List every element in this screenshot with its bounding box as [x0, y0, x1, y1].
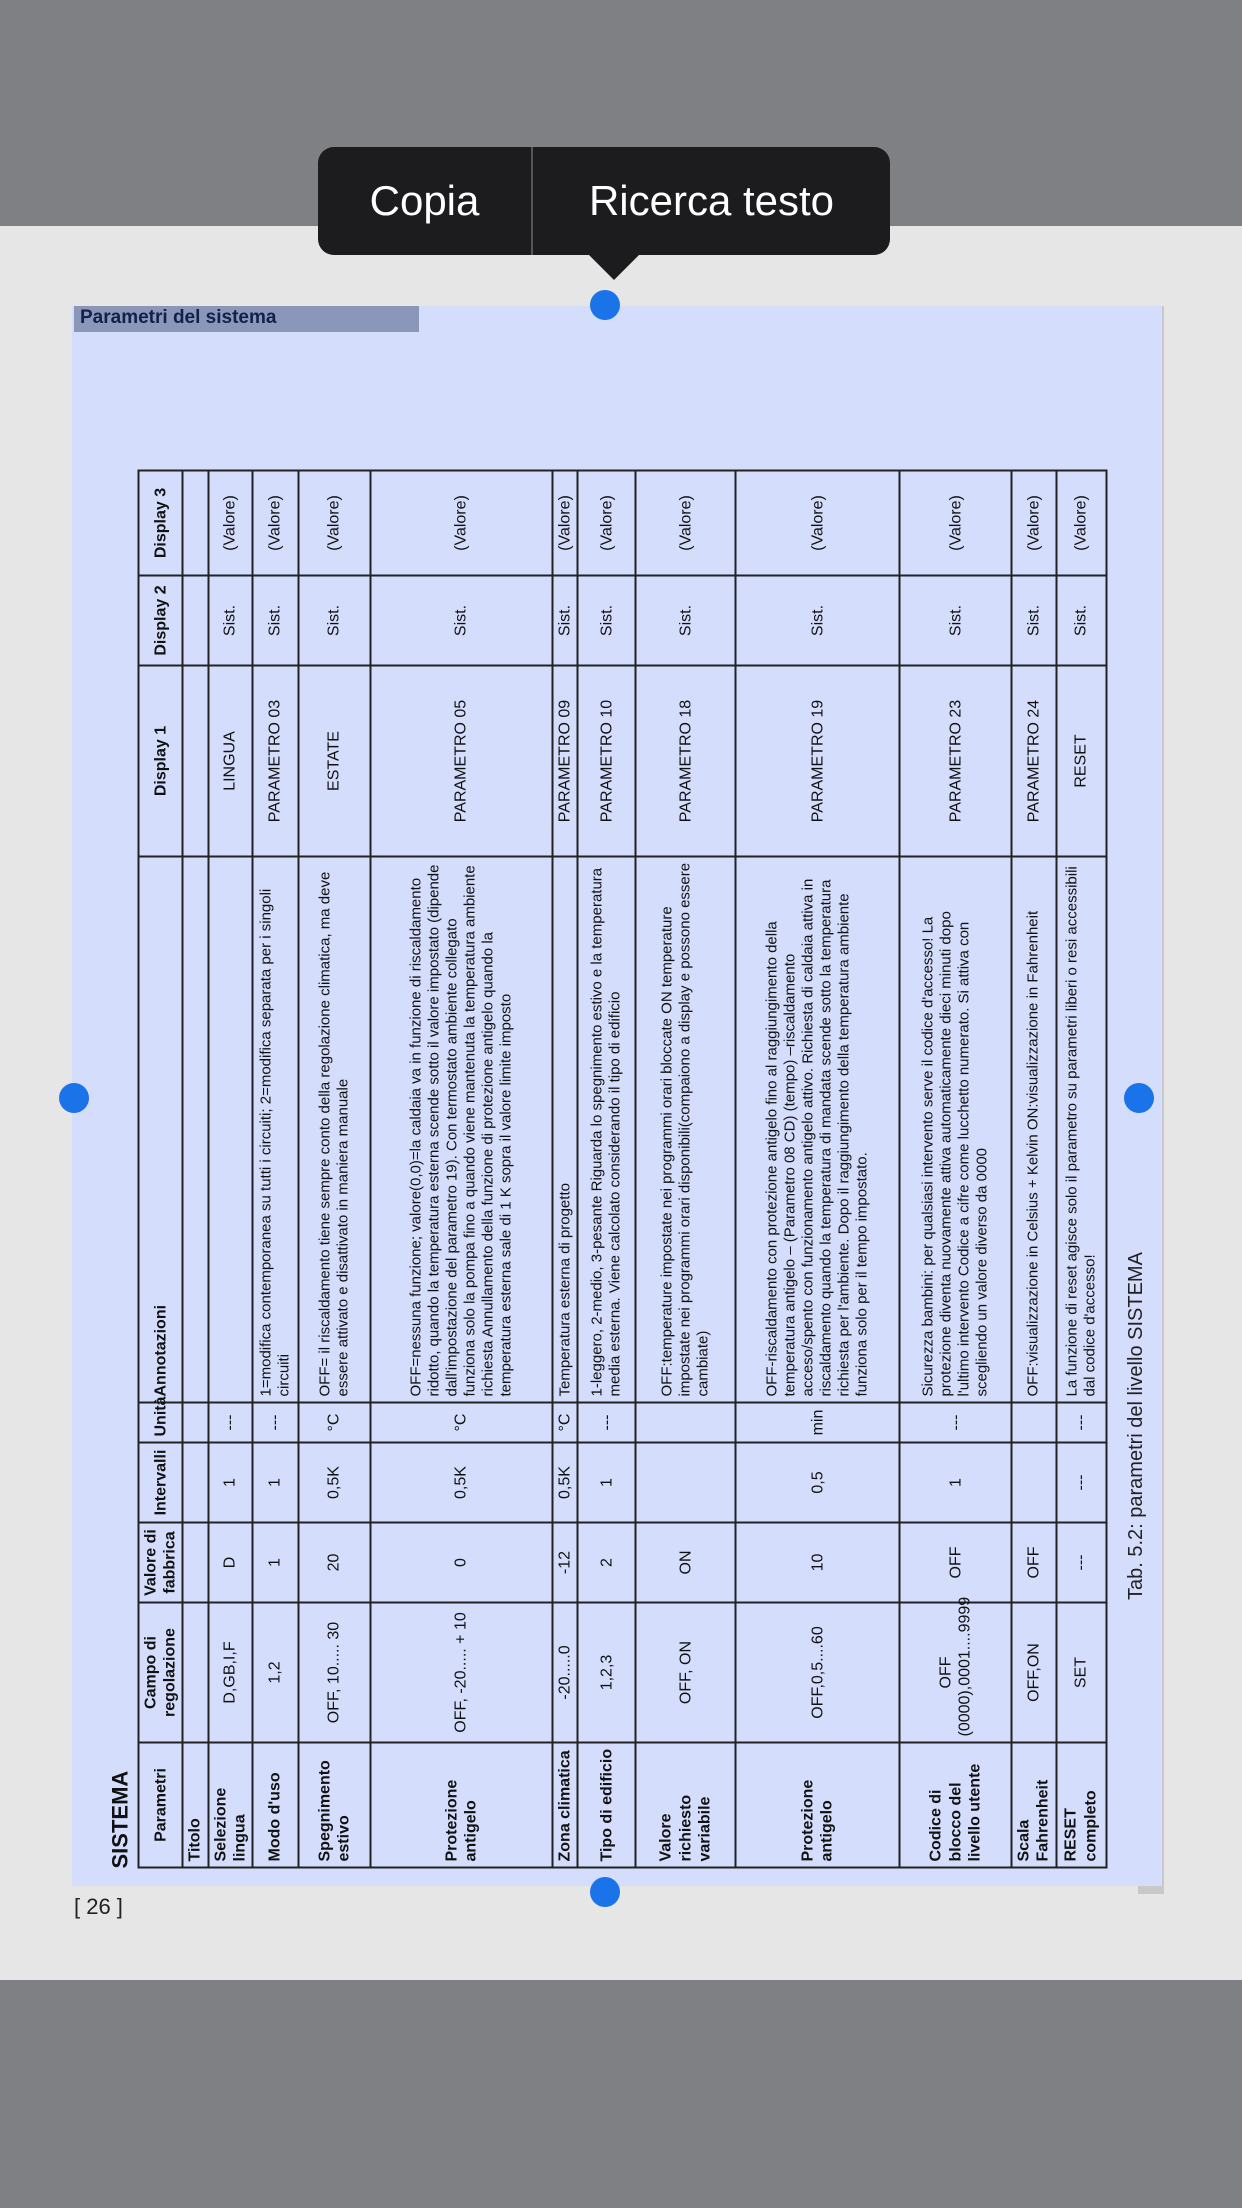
range-cell: OFF,ON: [1012, 1603, 1056, 1743]
display1-cell: PARAMETRO 03: [252, 666, 298, 857]
display2-cell: Sist.: [578, 576, 636, 666]
unit-cell: [1012, 1403, 1056, 1443]
selection-handle-left[interactable]: [59, 1083, 89, 1113]
display1-cell: PARAMETRO 05: [370, 666, 552, 857]
factory-cell: D: [208, 1523, 252, 1603]
display3-cell: (Valore): [208, 471, 252, 576]
menu-pointer: [588, 254, 640, 280]
interval-cell: 0,5K: [370, 1443, 552, 1523]
table-row: [208, 471, 252, 1868]
notes-cell: OFF-riscaldamento con protezione antigelo fino al raggiungimento della temperatura antigelo – (Parametro 08 CD) (tempo) –riscaldamento acceso/spento con funzionamento antigelo attivo. Richiesta di caldaia attiva in riscaldamento quando la temperatura di mandata scende sotto la temperatura richiesta per l'ambiente. Dopo il raggiungimento della temperatura ambiente funziona solo per il tempo impostato.: [736, 857, 900, 1403]
display3-cell: (Valore): [1012, 471, 1056, 576]
unit-cell: °C: [298, 1403, 370, 1443]
display1-cell: PARAMETRO 24: [1012, 666, 1056, 857]
factory-cell: ---: [1056, 1523, 1106, 1603]
header-cell: Annotazioni: [139, 857, 183, 1403]
table-row: [900, 471, 1012, 1868]
display1-cell: ESTATE: [298, 666, 370, 857]
factory-cell: [183, 1523, 208, 1603]
display1-cell: PARAMETRO 10: [578, 666, 636, 857]
table-caption: Tab. 5.2: parametri del livello SISTEMA: [1125, 1252, 1147, 1600]
factory-cell: 0: [370, 1523, 552, 1603]
name-cell: Protezione antigelo: [370, 1743, 552, 1868]
factory-cell: -12: [552, 1523, 577, 1603]
header-cell: Unità: [139, 1403, 183, 1443]
display2-cell: Sist.: [636, 576, 736, 666]
interval-cell: 1: [208, 1443, 252, 1523]
header-cell: Intervalli: [139, 1443, 183, 1523]
factory-cell: ON: [636, 1523, 736, 1603]
table-row: [183, 471, 208, 1868]
factory-cell: 2: [578, 1523, 636, 1603]
header-cell: Display 1: [139, 666, 183, 857]
display2-cell: Sist.: [1012, 576, 1056, 666]
interval-cell: [183, 1443, 208, 1523]
display1-cell: PARAMETRO 23: [900, 666, 1012, 857]
unit-cell: ---: [900, 1403, 1012, 1443]
display1-cell: PARAMETRO 18: [636, 666, 736, 857]
header-cell: Display 3: [139, 471, 183, 576]
range-cell: SET: [1056, 1603, 1106, 1743]
parameters-table: [138, 470, 1108, 1869]
display3-cell: (Valore): [370, 471, 552, 576]
range-cell: [183, 1603, 208, 1743]
notes-cell: OFF=nessuna funzione; valore(0,0)=la caldaia va in funzione di riscaldamento ridotto, quando la temperatura esterna scende sotto il valore impostato (dipende dall'impostazione del parametro 19). Con termostato ambiente collegato funziona solo la pompa fino a quando viene mantenuta la temperatura ambiente richiesta Annullamento della funzione di protezione antigelo quando la temperatura esterna sale di 1 K sopra il valore limite imposto: [370, 857, 552, 1403]
rotated-table-container: [107, 472, 1099, 1869]
factory-cell: OFF: [900, 1523, 1012, 1603]
text-selection-menu: [318, 147, 890, 255]
unit-cell: °C: [370, 1403, 552, 1443]
notes-cell: OFF:temperature impostate nei programmi orari bloccate ON temperature impostate nei programmi orari disponibili(compaiono a display e possono essere cambiate): [636, 857, 736, 1403]
table-row: [1012, 471, 1056, 1868]
header-cell: Display 2: [139, 576, 183, 666]
display1-cell: PARAMETRO 19: [736, 666, 900, 857]
notes-cell: OFF= il riscaldamento tiene sempre conto della regolazione climatica, ma deve essere attivato e disattivato in maniera manuale: [298, 857, 370, 1403]
display3-cell: [183, 471, 208, 576]
name-cell: Zona climatica: [552, 1743, 577, 1868]
name-cell: Spegnimento estivo: [298, 1743, 370, 1868]
unit-cell: ---: [208, 1403, 252, 1443]
search-text-button[interactable]: Ricerca testo: [588, 177, 835, 224]
table-header-row: [139, 471, 183, 1868]
display2-cell: Sist.: [208, 576, 252, 666]
display2-cell: Sist.: [370, 576, 552, 666]
unit-cell: ---: [252, 1403, 298, 1443]
range-cell: OFF,0,5....60: [736, 1603, 900, 1743]
table-row: [578, 471, 636, 1868]
display2-cell: Sist.: [252, 576, 298, 666]
header-cell: Parametri: [139, 1743, 183, 1868]
display2-cell: Sist.: [1056, 576, 1106, 666]
unit-cell: ---: [1056, 1403, 1106, 1443]
notes-cell: OFF:visualizzazione in Celsius + Kelvin ON:visualizzazione in Fahrenheit: [1012, 857, 1056, 1403]
section-title: Parametri del sistema: [80, 307, 277, 328]
display3-cell: (Valore): [1056, 471, 1106, 576]
factory-cell: OFF: [1012, 1523, 1056, 1603]
name-cell: Protezione antigelo: [736, 1743, 900, 1868]
table-row: [552, 471, 577, 1868]
factory-cell: 1: [252, 1523, 298, 1603]
notes-cell: Sicurezza bambini: per qualsiasi intervento serve il codice d'accesso! La protezione diventa nuovamente attiva automaticamente dieci minuti dopo l'ultimo intervento Codice a cifre come lucchetto numerato. Si attiva con scegliendo un valore diverso da 0000: [900, 857, 1012, 1403]
unit-cell: ---: [578, 1403, 636, 1443]
selection-handle-right[interactable]: [1124, 1083, 1154, 1113]
display3-cell: (Valore): [578, 471, 636, 576]
display2-cell: Sist.: [298, 576, 370, 666]
interval-cell: [1012, 1443, 1056, 1523]
interval-cell: 0,5K: [298, 1443, 370, 1523]
range-cell: 1,2,3: [578, 1603, 636, 1743]
notes-cell: [183, 857, 208, 1403]
table-row: [252, 471, 298, 1868]
unit-cell: [636, 1403, 736, 1443]
interval-cell: ---: [1056, 1443, 1106, 1523]
name-cell: Modo d'uso: [252, 1743, 298, 1868]
range-cell: D,GB,I,F: [208, 1603, 252, 1743]
table-row: [636, 471, 736, 1868]
factory-cell: 10: [736, 1523, 900, 1603]
name-cell: Valore richiesto variabile: [636, 1743, 736, 1868]
name-cell: Scala Fahrenheit: [1012, 1743, 1056, 1868]
display1-cell: RESET: [1056, 666, 1106, 857]
name-cell: Selezione lingua: [208, 1743, 252, 1868]
unit-cell: °C: [552, 1403, 577, 1443]
table-row: [736, 471, 900, 1868]
notes-cell: La funzione di reset agisce solo il parametro su parametri liberi o resi accessibili dal codice d'accesso!: [1056, 857, 1106, 1403]
factory-cell: 20: [298, 1523, 370, 1603]
range-cell: 1,2: [252, 1603, 298, 1743]
selection-handle-top[interactable]: [590, 290, 620, 320]
interval-cell: 0,5: [736, 1443, 900, 1523]
interval-cell: 1: [900, 1443, 1012, 1523]
display3-cell: (Valore): [900, 471, 1012, 576]
header-cell: Campo di regolazione: [139, 1603, 183, 1743]
interval-cell: 0,5K: [552, 1443, 577, 1523]
display3-cell: (Valore): [636, 471, 736, 576]
interval-cell: 1: [578, 1443, 636, 1523]
display1-cell: PARAMETRO 09: [552, 666, 577, 857]
interval-cell: [636, 1443, 736, 1523]
display1-cell: LINGUA: [208, 666, 252, 857]
display2-cell: Sist.: [900, 576, 1012, 666]
display3-cell: (Valore): [736, 471, 900, 576]
name-cell: Titolo: [183, 1743, 208, 1868]
notes-cell: 1=modifica contemporanea su tutti i circuiti; 2=modifica separata per i singoli circuiti: [252, 857, 298, 1403]
table-row: [370, 471, 552, 1868]
notes-cell: [208, 857, 252, 1403]
display3-cell: (Valore): [252, 471, 298, 576]
notes-cell: 1-leggero, 2-medio, 3-pesante Riguarda lo spegnimento estivo e la temperatura media esterna. Viene calcolato considerando il tipo di edificio: [578, 857, 636, 1403]
interval-cell: 1: [252, 1443, 298, 1523]
table-row: [1056, 471, 1106, 1868]
name-cell: Tipo di edificio: [578, 1743, 636, 1868]
display2-cell: Sist.: [736, 576, 900, 666]
range-cell: OFF, 10..... 30: [298, 1603, 370, 1743]
display1-cell: [183, 666, 208, 857]
range-cell: OFF (0000),0001....9999: [900, 1603, 1012, 1743]
name-cell: Codice di blocco del livello utente: [900, 1743, 1012, 1868]
copy-button[interactable]: Copia: [369, 177, 480, 224]
display3-cell: (Valore): [552, 471, 577, 576]
selection-handle-bottom[interactable]: [590, 1877, 620, 1907]
notes-cell: Temperatura esterna di progetto: [552, 857, 577, 1403]
display3-cell: (Valore): [298, 471, 370, 576]
unit-cell: [183, 1403, 208, 1443]
range-cell: OFF, -20..... + 10: [370, 1603, 552, 1743]
display2-cell: [183, 576, 208, 666]
range-cell: OFF, ON: [636, 1603, 736, 1743]
table-title: SISTEMA: [107, 1770, 133, 1869]
header-cell: Valore di fabbrica: [139, 1523, 183, 1603]
range-cell: -20.....0: [552, 1603, 577, 1743]
display2-cell: Sist.: [552, 576, 577, 666]
unit-cell: min: [736, 1403, 900, 1443]
page-number: [ 26 ]: [74, 1894, 123, 1919]
name-cell: RESET completo: [1056, 1743, 1106, 1868]
table-row: [298, 471, 370, 1868]
